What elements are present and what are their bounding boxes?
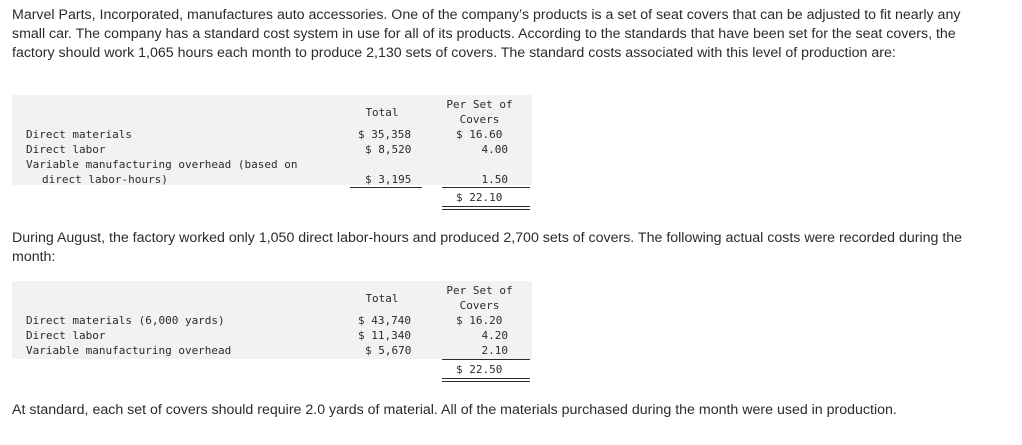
row-label: Direct materials	[26, 128, 132, 141]
row-label: Direct materials (6,000 yards)	[26, 314, 225, 327]
row-label: Direct labor	[26, 143, 106, 156]
row-total: $ 35,358	[358, 128, 411, 141]
row-per-set: $ 16.20	[456, 314, 503, 327]
total-header: Total	[365, 106, 399, 119]
per-set-double-underline	[442, 378, 530, 382]
total-underline	[350, 187, 422, 188]
row-total: $ 5,670	[365, 344, 412, 357]
per-set-total: $ 22.50	[456, 363, 503, 376]
row-total: $ 8,520	[365, 143, 412, 156]
intro-paragraph: Marvel Parts, Incorporated, manufactures auto accessories. One of the company’s products is a set of seat covers that can be adjusted to fit nearly any small car. The company has a standard cost system in use for all of its products. According to the standards that have been set for the seat covers, the factory should work 1,065 hours each month to produce 2,130 sets of covers. The standard costs associated with this level of production are:	[12, 7, 961, 61]
row-label-continued: direct labor-hours)	[42, 173, 168, 186]
per-set-header-line2: Covers	[459, 113, 500, 126]
per-set-header-line1: Per Set of	[446, 284, 513, 297]
row-per-set: 4.20	[481, 329, 508, 342]
standard-cost-table	[12, 95, 532, 210]
closing-paragraph: At standard, each set of covers should require 2.0 yards of material. All of the materials purchased during the month were used in production.	[12, 402, 897, 418]
row-total: $ 3,195	[365, 173, 412, 186]
row-total: $ 43,740	[358, 314, 411, 327]
middle-paragraph: During August, the factory worked only 1,050 direct labor-hours and produced 2,700 sets of covers. The following actual costs were recorded during the month:	[12, 230, 963, 265]
row-label: Variable manufacturing overhead (based on	[26, 158, 298, 171]
row-total: $ 11,340	[358, 329, 411, 342]
total-header: Total	[365, 292, 399, 305]
per-set-header-line1: Per Set of	[446, 98, 513, 111]
actual-cost-table	[12, 281, 532, 381]
row-label: Variable manufacturing overhead	[26, 344, 232, 357]
row-label: Direct labor	[26, 329, 106, 342]
per-set-double-underline	[442, 206, 530, 210]
per-set-header-line2: Covers	[459, 299, 500, 312]
row-per-set: $ 16.60	[456, 128, 503, 141]
row-per-set: 2.10	[481, 344, 508, 357]
per-set-underline	[442, 187, 530, 188]
per-set-total: $ 22.10	[456, 191, 503, 204]
per-set-underline	[442, 359, 530, 360]
row-per-set: 1.50	[481, 173, 508, 186]
row-per-set: 4.00	[481, 143, 508, 156]
